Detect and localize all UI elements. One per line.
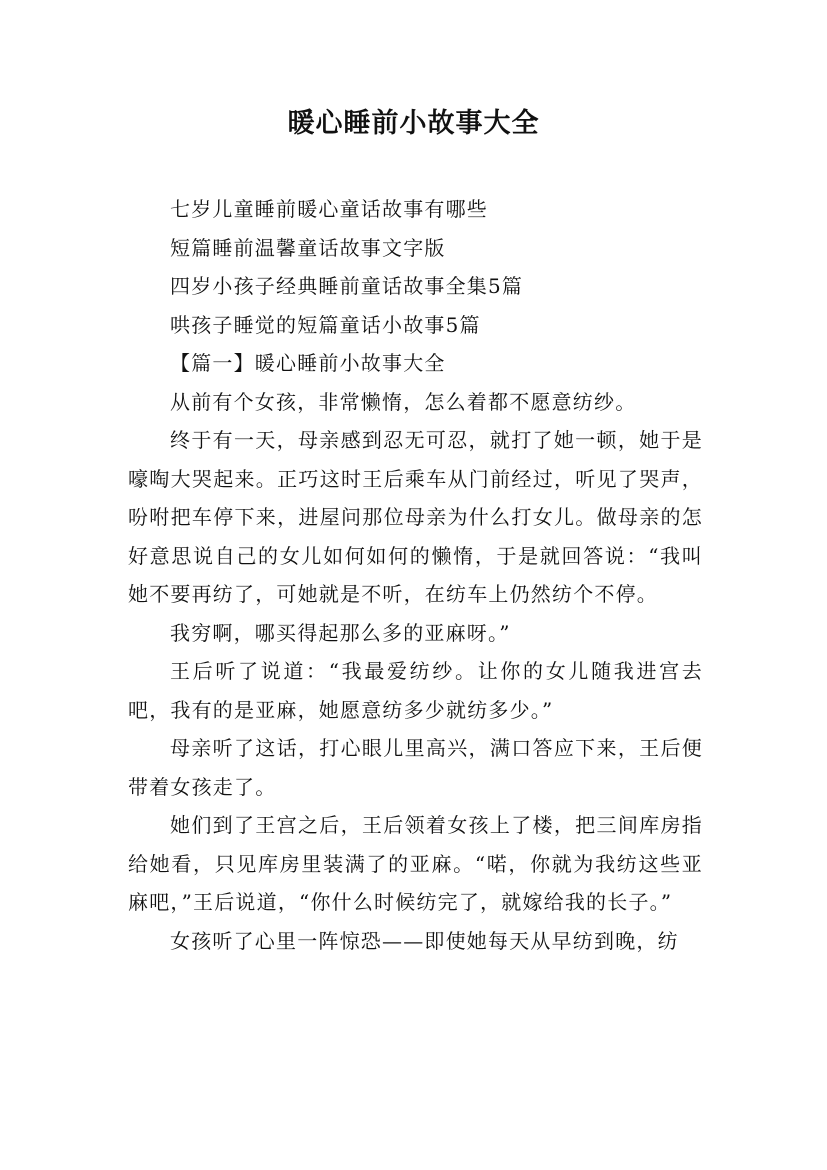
related-link[interactable]: 七岁儿童睡前暖心童话故事有哪些 [170,197,488,221]
related-link[interactable]: 四岁小孩子经典睡前童话故事全集5篇 [170,274,524,298]
document-body [128,190,703,960]
paragraph: 从前有个女孩，非常懒惰，怎么着都不愿意纺纱。 [170,389,637,414]
paragraph: 母亲听了这话，打心眼儿里高兴，满口答应下来，王后便带着女孩走了。 [128,736,703,799]
paragraph: 女孩听了心里一阵惊恐——即使她每天从早纺到晚，纺 [170,928,679,953]
paragraph: 我穷啊，哪买得起那么多的亚麻呀。” [170,620,511,645]
section-heading: 【篇一】暖心睡前小故事大全 [170,351,446,375]
related-link[interactable]: 短篇睡前温馨童话故事文字版 [170,235,446,260]
document-title: 暖心睡前小故事大全 [287,108,540,139]
paragraph: 终于有一天，母亲感到忍无可忍，就打了她一顿，她于是嚎啕大哭起来。正巧这时王后乘车从门前经过，听见了哭声，吩咐把车停下来，进屋问那位母亲为什么打女儿。做母亲的怎好意思说自己的女儿如何如何的懒惰，于是就回答说：“我叫她不要再纺了，可她就是不听，在纺车上仍然纺个不停。 [128,428,703,606]
paragraph: 她们到了王宫之后，王后领着女孩上了楼，把三间库房指给她看，只见库房里装满了的亚麻。“喏，你就为我纺这些亚麻吧，”王后说道，“你什么时候纺完了，就嫁给我的长子。” [128,813,703,914]
related-link[interactable]: 哄孩子睡觉的短篇童话小故事5篇 [170,312,481,337]
paragraph: 王后听了说道：“我最爱纺纱。让你的女儿随我进宫去吧，我有的是亚麻，她愿意纺多少就纺多少。” [128,659,703,722]
